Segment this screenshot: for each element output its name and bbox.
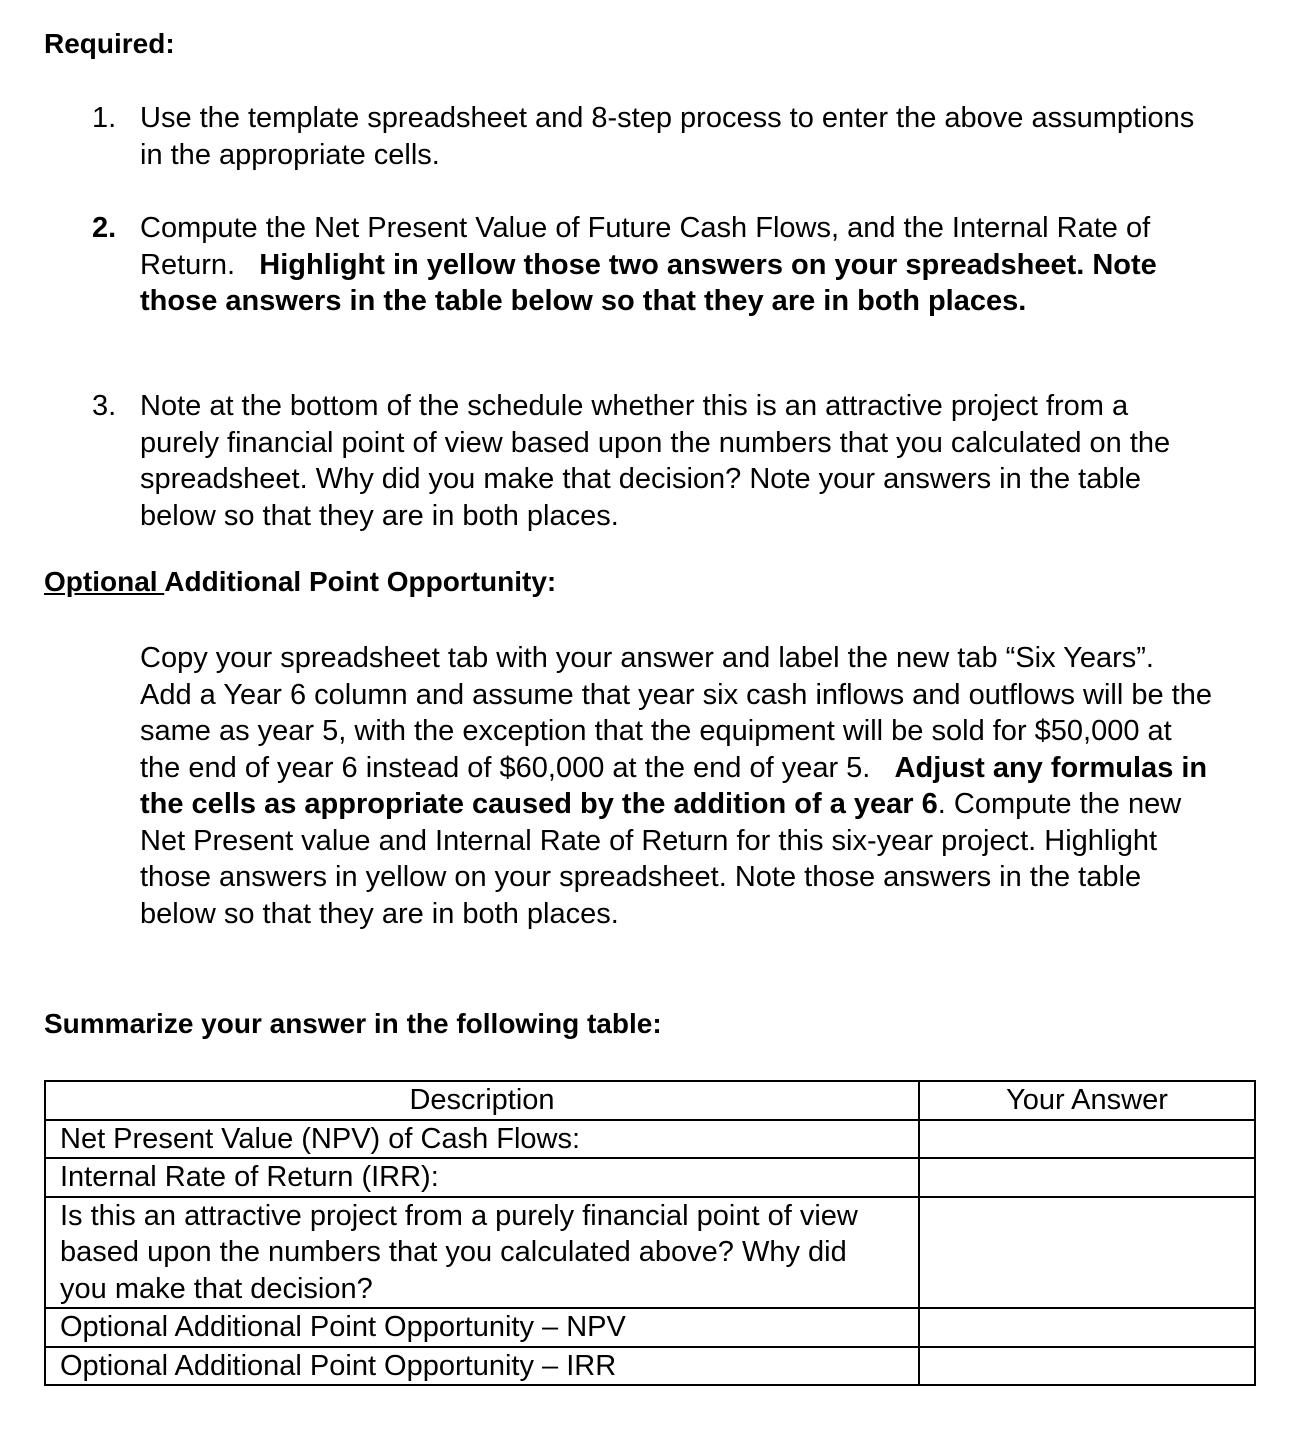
list-item-2 <box>92 210 1212 320</box>
item-text: Use the template spreadsheet and 8-step process to enter the above assumptions in the appropriate cells. <box>140 102 1195 171</box>
table-row: Net Present Value (NPV) of Cash Flows: <box>45 1120 1255 1159</box>
item-number: 3. <box>92 390 117 422</box>
table-row: Internal Rate of Return (IRR): <box>45 1158 1255 1197</box>
answer-cell[interactable] <box>919 1347 1255 1386</box>
item-bold-text: Highlight in yellow those two answers on your spreadsheet. Note those answers in the table below so that they are in both places. <box>140 248 1157 317</box>
item-number: 2. <box>92 212 117 244</box>
table-row: Optional Additional Point Opportunity – NPV <box>45 1308 1255 1347</box>
list-item-1 <box>92 100 1212 173</box>
answer-cell[interactable] <box>919 1308 1255 1347</box>
item-text: Compute the Net Present Value of Future Cash Flows, and the Internal Rate of Return. <box>140 212 1151 281</box>
answer-cell[interactable] <box>919 1120 1255 1159</box>
required-heading: Required: <box>44 28 175 59</box>
optional-paragraph: Copy your spreadsheet tab with your answer and label the new tab “Six Years”. Add a Year 6 column and assume that year six cash inflows and outflows will be the same as year 5, with the exception that the equipment will be sold for $50,000 at the end of year 6 instead of $60,000 at the end of year 5. Adjust any formulas in the cells as appropriate caused by the addition of a year 6. Compute the new Net Present value and Internal Rate of Return for this six-year project. Highlight those answers in yellow on your spreadsheet. Note those answers in the table below so that they are in both places. <box>140 642 1212 930</box>
summary-table <box>44 1080 1256 1386</box>
table-row: Is this an attractive project from a purely financial point of view based upon the numbers that you calculated above? Why did you make that decision? <box>45 1197 1255 1309</box>
item-number: 1. <box>92 102 117 134</box>
header-answer: Your Answer <box>919 1081 1255 1120</box>
list-item-3 <box>92 388 1212 534</box>
answer-cell[interactable] <box>919 1158 1255 1197</box>
answer-cell[interactable] <box>919 1197 1255 1309</box>
header-description: Description <box>45 1081 919 1120</box>
item-text: Note at the bottom of the schedule whether this is an attractive project from a purely financial point of view based upon the numbers that you calculated on the spreadsheet. Why did you make that decision? Note your answers in the table below so that they are in both places. <box>140 390 1171 532</box>
optional-heading: Optional Additional Point Opportunity: <box>44 566 557 597</box>
summary-heading: Summarize your answer in the following table: <box>44 1008 662 1039</box>
table-row: Optional Additional Point Opportunity – IRR <box>45 1347 1255 1386</box>
table-header-row <box>45 1081 1255 1120</box>
